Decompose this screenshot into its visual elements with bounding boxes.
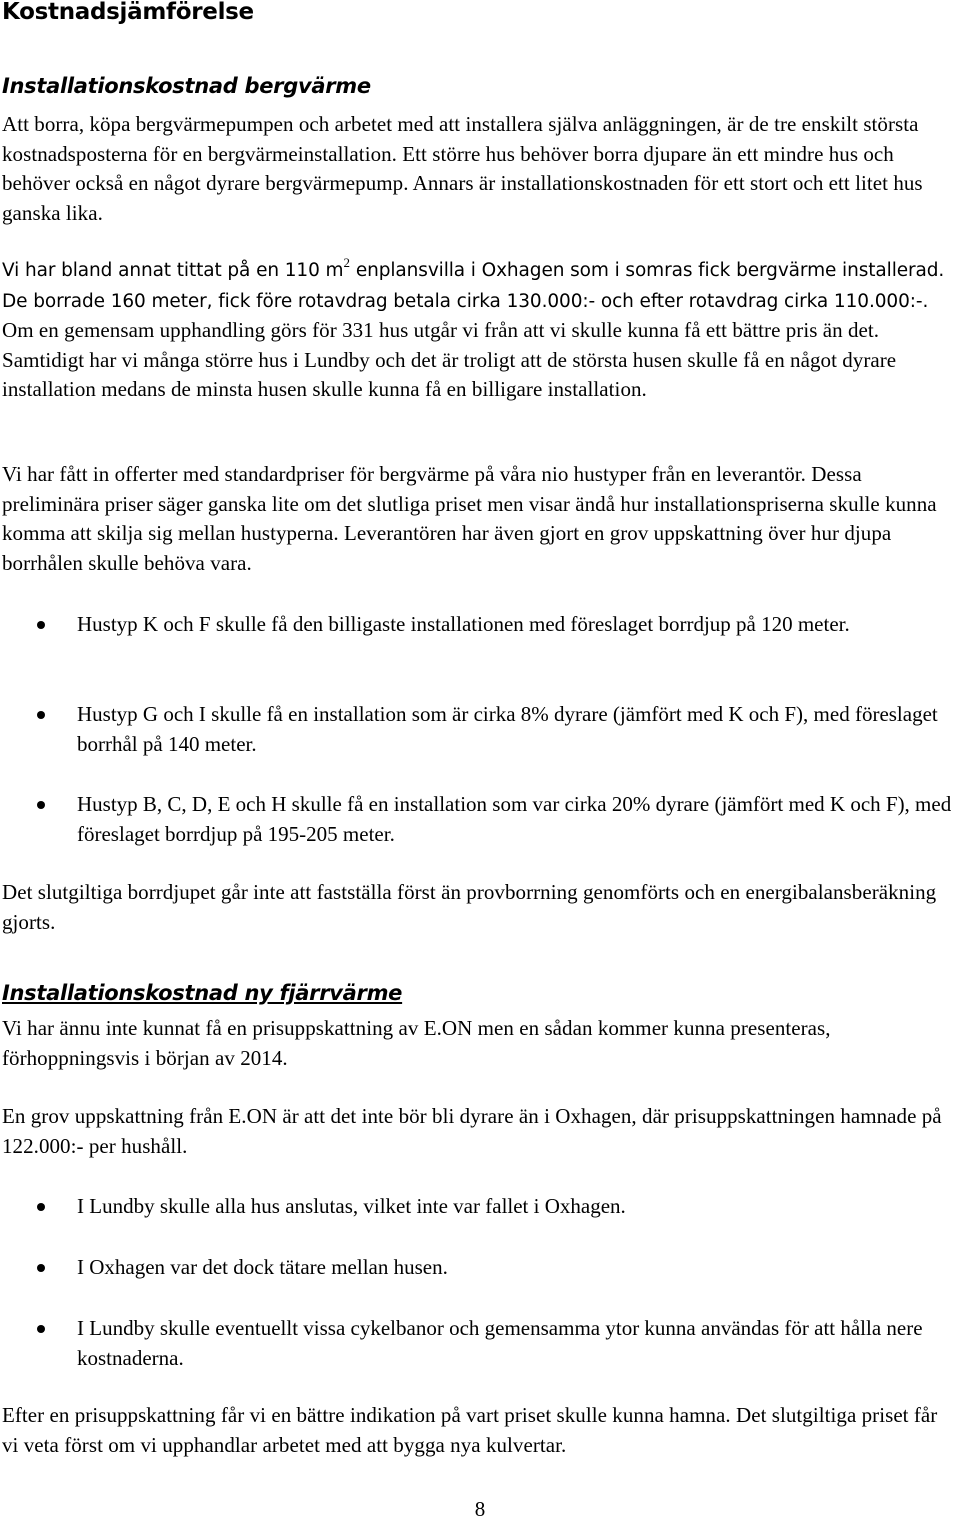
list-item-text: Hustyp K och F skulle få den billigaste installationen med föreslaget borrdjup på 120 meter. bbox=[77, 612, 850, 636]
page-title: Kostnadsjämförelse bbox=[2, 0, 254, 25]
paragraph: Att borra, köpa bergvärmepumpen och arbetet med att installera själva anläggningen, är de tre enskilt största kostnadsposterna för en bergvärmeinstallation. Ett större hus behöver borra djupare än ett mindre hus och behöver också en något dyrare bergvärmepump. Annars är installationskostnaden för ett stort och ett litet hus ganska lika. bbox=[2, 112, 923, 225]
paragraph-text: enplansvilla i Oxhagen som i somras fick bergvärme installerad. De borrade 160 meter, fick före rotavdrag betala cirka 130.000:- och efter rotavdrag cirka 110.000:-. bbox=[2, 260, 945, 312]
bullet-icon bbox=[37, 801, 45, 809]
paragraph: Vi har ännu inte kunnat få en prisuppskattning av E.ON men en sådan kommer kunna presenteras, förhoppningsvis i början av 2014. bbox=[2, 1016, 831, 1070]
bullet-icon bbox=[37, 621, 45, 629]
section-heading-fjarrvarme: Installationskostnad ny fjärrvärme bbox=[2, 981, 403, 1005]
paragraph-text: Om en gemensam upphandling görs för 331 hus utgår vi från att vi skulle kunna få ett bättre pris än det. Samtidigt har vi många större hus i Lundby och det är troligt att de största husen skulle få en något dyrare installation medans de minsta husen skulle kunna få en billigare installation. bbox=[2, 318, 897, 401]
paragraph: Efter en prisuppskattning får vi en bättre indikation på vart priset skulle kunna hamna. Det slutgiltiga priset får vi veta först om vi upphandlar arbetet med att bygga nya kulvertar. bbox=[2, 1403, 938, 1457]
list-item-text: I Oxhagen var det dock tätare mellan husen. bbox=[77, 1255, 448, 1279]
section-heading-bergvarme: Installationskostnad bergvärme bbox=[2, 74, 371, 98]
bullet-icon bbox=[37, 711, 45, 719]
list-item-text: Hustyp B, C, D, E och H skulle få en installation som var cirka 20% dyrare (jämfört med K och F), med föreslaget borrdjup på 195-205 meter. bbox=[77, 792, 952, 846]
list-item-text: I Lundby skulle eventuellt vissa cykelbanor och gemensamma ytor kunna användas för att hålla nere kostnaderna. bbox=[77, 1316, 923, 1370]
paragraph-text: Vi har bland annat tittat på en 110 m bbox=[2, 260, 344, 281]
paragraph: En grov uppskattning från E.ON är att det inte bör bli dyrare än i Oxhagen, där prisuppskattningen hamnade på 122.000:- per hushåll. bbox=[2, 1104, 942, 1158]
list-item-text: Hustyp G och I skulle få en installation som är cirka 8% dyrare (jämfört med K och F), med föreslaget borrhål på 140 meter. bbox=[77, 702, 938, 756]
page-number: 8 bbox=[474, 1497, 486, 1521]
bullet-icon bbox=[37, 1264, 45, 1272]
bullet-icon bbox=[37, 1325, 45, 1333]
superscript: 2 bbox=[343, 255, 351, 270]
paragraph: Vi har fått in offerter med standardpriser för bergvärme på våra nio hustyper från en leverantör. Dessa preliminära priser säger ganska lite om det slutliga priset men visar ändå hur installationspriserna skulle kunna komma att skilja sig mellan hustyperna. Leverantören har även gjort en grov uppskattning över hur djupa borrhålen skulle behöva vara. bbox=[2, 462, 937, 575]
list-item-text: I Lundby skulle alla hus anslutas, vilket inte var fallet i Oxhagen. bbox=[77, 1194, 626, 1218]
bullet-icon bbox=[37, 1203, 45, 1211]
paragraph bbox=[2, 255, 958, 405]
paragraph: Det slutgiltiga borrdjupet går inte att fastställa först än provborrning genomförts och en energibalansberäkning gjorts. bbox=[2, 880, 937, 934]
